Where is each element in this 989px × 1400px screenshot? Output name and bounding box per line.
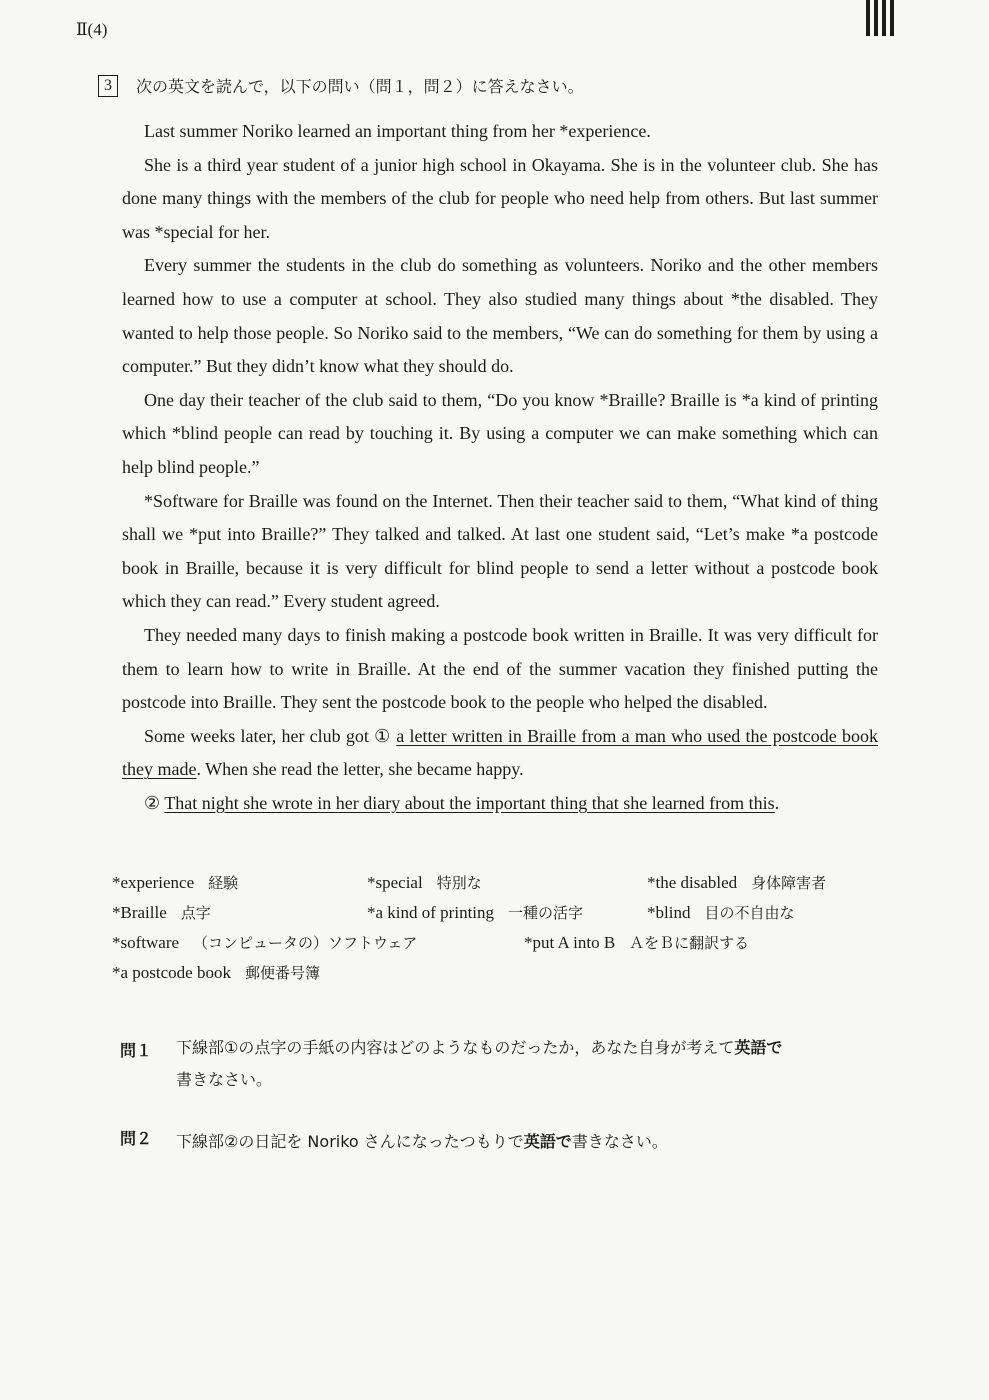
glossary-item: *experience 経験 [112, 873, 239, 892]
glossary-item: *software （コンピュータの）ソフトウェア [112, 933, 418, 952]
glossary-item: *the disabled 身体障害者 [647, 873, 827, 892]
question-2-text: 下線部②の日記を Noriko さんになったつもりで英語で書きなさい。 [176, 1132, 668, 1151]
question-1-label: 問１ [120, 1041, 153, 1060]
glossary-item: *a kind of printing 一種の活字 [367, 903, 584, 922]
passage-paragraph-5: *Software for Braille was found on the Internet. Then their teacher said to them, “What kind of thing shall we *put into Braille?” They talked and talked. At last one student said, “Let’s make *a postcode book in Braille, because it is very difficult for blind people to send a letter without a postcode book which they can read.” Every student agreed. [122, 490, 878, 612]
p7-lead: Some weeks later, her club got ① [144, 725, 397, 746]
reading-passage [122, 115, 878, 820]
p8-marker: ② [144, 792, 165, 813]
glossary-item: *Braille 点字 [112, 903, 211, 922]
passage-paragraph-3: Every summer the students in the club do something as volunteers. Noriko and the other members learned how to use a computer at school. They also studied many things about *the disabled. They wanted to help those people. So Noriko said to the members, “We can do something for them by using a computer.” But they didn’t know what they should do. [122, 255, 878, 377]
section-instruction: 次の英文を読んで，以下の問い（問１，問２）に答えなさい。 [136, 77, 584, 96]
question-1-text: 下線部①の点字の手紙の内容はどのようなものだったか，あなた自身が考えて英語で 書きなさい。 [176, 1038, 783, 1089]
passage-paragraph-1: Last summer Noriko learned an important thing from her *experience. [144, 121, 651, 141]
p7-tail: . When she read the letter, she became happy. [196, 759, 524, 780]
page-label: Ⅱ(4) [76, 20, 108, 39]
p8-tail: . [774, 792, 780, 813]
passage-paragraph-6: They needed many days to finish making a postcode book written in Braille. It was very difficult for them to learn how to write in Braille. At the end of the summer vacation they finished putting the postcode into Braille. They sent the postcode book to the people who helped the disabled. [122, 624, 878, 713]
passage-paragraph-2: She is a third year student of a junior high school in Okayama. She is in the volunteer club. She has done many things with the members of the club for people who need help from others. But last summer was *special for her. [122, 154, 878, 242]
glossary-item: *a postcode book 郵便番号簿 [112, 963, 320, 982]
passage-paragraph-7 [122, 720, 878, 787]
passage-paragraph-8 [122, 787, 878, 821]
question-1 [120, 1038, 880, 1096]
glossary-item: *put A into B ＡをＢに翻訳する [524, 933, 750, 952]
glossary-item: *blind 目の不自由な [647, 903, 795, 922]
question-2-label: 問２ [120, 1129, 153, 1148]
section-number: 3 [98, 75, 118, 97]
glossary [112, 872, 872, 992]
passage-paragraph-4: One day their teacher of the club said to them, “Do you know *Braille? Braille is *a kind of printing which *blind people can read by touching it. By using a computer we can make something which can help blind people.” [122, 389, 878, 477]
glossary-item: *special 特別な [367, 873, 482, 892]
question-2 [120, 1126, 880, 1158]
section-heading [98, 74, 584, 97]
corner-bars-mark [866, 0, 896, 36]
questions [120, 1038, 880, 1188]
underline-2: That night she wrote in her diary about the important thing that she learned from this [164, 792, 775, 813]
underline-1: a letter written in Braille from a man who used the postcode book they made [122, 725, 878, 780]
